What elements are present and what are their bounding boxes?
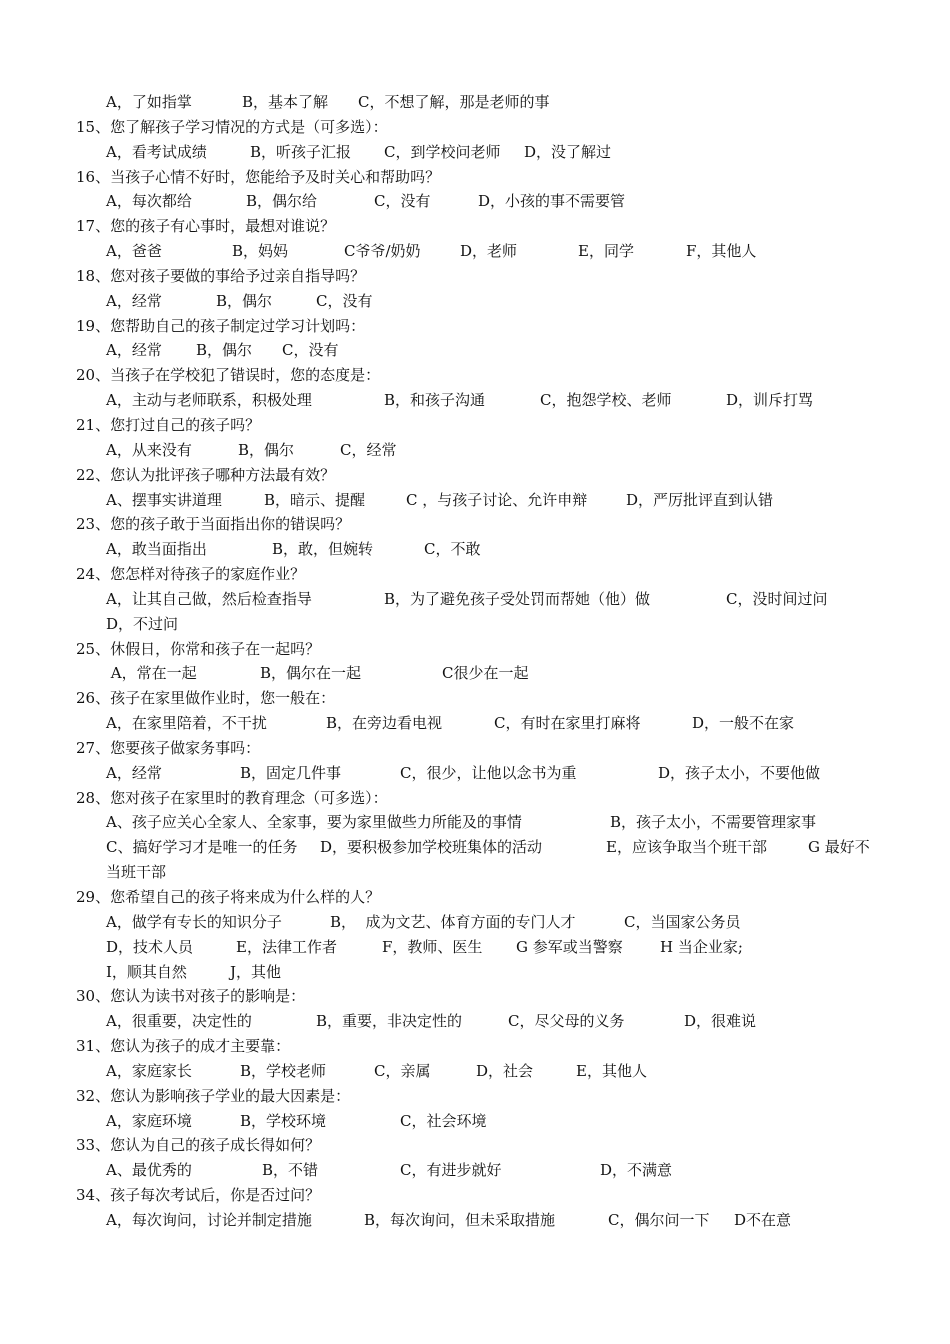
options-row	[0, 910, 950, 935]
option-text: D，要积极参加学校班集体的活动	[320, 838, 543, 857]
options-row	[0, 140, 950, 165]
question-text: 25、休假日，你常和孩子在一起吗？	[76, 639, 321, 658]
option-text: A，主动与老师联系，积极处理	[106, 391, 312, 410]
option-text: D，一般不在家	[692, 714, 795, 733]
option-text: A，经常	[106, 763, 162, 782]
options-row	[0, 189, 950, 214]
option-text: B，偶尔	[216, 291, 273, 310]
options-row	[0, 1208, 950, 1233]
option-text: C很少在一起	[442, 664, 529, 683]
option-text: C，没有	[282, 341, 339, 360]
question-text: 16、当孩子心情不好时，您能给予及时关心和帮助吗？	[76, 167, 441, 186]
options-row	[0, 1158, 950, 1183]
option-text: B，在旁边看电视	[326, 714, 443, 733]
options-row	[0, 661, 950, 686]
option-text: D，小孩的事不需要管	[478, 192, 626, 211]
option-text: D，训斥打骂	[726, 391, 814, 410]
option-text: A，从来没有	[106, 440, 192, 459]
option-text: J，其他	[230, 962, 282, 981]
question-text: 19、您帮助自己的孩子制定过学习计划吗：	[76, 316, 366, 335]
question-text: 18、您对孩子要做的事给予过亲自指导吗？	[76, 266, 366, 285]
option-text: B，听孩子汇报	[250, 142, 352, 161]
option-text: B，基本了解	[242, 93, 329, 111]
option-text: B，偶尔给	[246, 192, 318, 211]
option-text: A，每次都给	[106, 192, 192, 211]
question-text: 20、当孩子在学校犯了错误时，您的态度是：	[76, 366, 381, 385]
option-text: B，妈妈	[232, 242, 289, 261]
option-text: E，同学	[578, 242, 634, 261]
option-text: D，很难说	[684, 1012, 757, 1031]
option-text: D，老师	[460, 242, 518, 261]
options-row	[0, 537, 950, 562]
option-text: B，学校环境	[240, 1111, 327, 1130]
option-text: C，当国家公务员	[624, 912, 741, 931]
question-text: 32、您认为影响孩子学业的最大因素是：	[76, 1086, 351, 1105]
question-text: 29、您希望自己的孩子将来成为什么样的人？	[76, 888, 381, 906]
option-text: A，在家里陪着，不干扰	[106, 714, 267, 733]
question-text: 27、您要孩子做家务事吗：	[76, 738, 261, 757]
question-text: 17、您的孩子有心事时，最想对谁说？	[76, 217, 336, 236]
option-text: C，有进步就好	[400, 1161, 502, 1180]
option-text: D，孩子太小，不要他做	[658, 763, 821, 782]
option-text: B，每次询问，但未采取措施	[364, 1210, 556, 1229]
questionnaire-page	[0, 90, 950, 1233]
option-text: A、最优秀的	[106, 1161, 192, 1180]
option-text: B，孩子太小，不需要管理家事	[610, 813, 817, 832]
option-text: B，偶尔在一起	[260, 664, 362, 683]
option-text: D不在意	[734, 1210, 792, 1229]
option-text: C，没时间过问	[726, 589, 828, 608]
option-text: E，应该争取当个班干部	[606, 838, 767, 857]
question-text: 24、您怎样对待孩子的家庭作业？	[76, 565, 306, 584]
option-text: C，经常	[340, 440, 397, 459]
option-text: I，顺其自然	[106, 962, 187, 981]
option-text: A，常在一起	[106, 664, 197, 683]
question-text: 22、您认为批评孩子哪种方法最有效？	[76, 465, 336, 484]
option-text: C，偶尔问一下	[608, 1210, 710, 1229]
option-text: A、摆事实讲道理	[106, 490, 222, 509]
question-text: 21、您打过自己的孩子吗？	[76, 415, 261, 434]
option-text: B，为了避免孩子受处罚而帮她（他）做	[384, 589, 651, 608]
option-text: B，不错	[262, 1161, 319, 1180]
option-text: A，家庭家长	[106, 1061, 192, 1080]
question-text: 23、您的孩子敢于当面指出你的错误吗？	[76, 515, 351, 534]
option-text: C，不敢	[424, 540, 481, 559]
option-text: D，不满意	[600, 1161, 673, 1180]
question-text: 31、您认为孩子的成才主要靠：	[76, 1037, 291, 1056]
option-text: D，没了解过	[524, 142, 612, 161]
option-text: A，经常	[106, 291, 162, 310]
options-row	[0, 935, 950, 960]
option-text: C爷爷/奶奶	[344, 242, 421, 261]
option-text: A，很重要，决定性的	[106, 1012, 252, 1031]
question-text: 15、您了解孩子学习情况的方式是（可多选）：	[76, 117, 388, 136]
option-text: A，看考试成绩	[106, 142, 207, 161]
option-text: C，有时在家里打麻将	[494, 714, 641, 733]
option-text: D，严厉批评直到认错	[626, 490, 774, 509]
option-text: 当班干部	[106, 863, 167, 882]
option-text: A，每次询问，讨论并制定措施	[106, 1210, 312, 1229]
option-text: F，其他人	[686, 242, 757, 261]
option-text: B，敢，但婉转	[272, 540, 374, 559]
option-text: B，固定几件事	[240, 763, 342, 782]
option-text: A，让其自己做，然后检查指导	[106, 589, 312, 608]
option-text: E，法律工作者	[236, 937, 337, 956]
options-row	[0, 239, 950, 264]
option-text: H 当企业家;	[660, 937, 743, 956]
option-text: A，了如指掌	[106, 93, 192, 111]
options-row	[0, 289, 950, 314]
option-text: C、搞好学习才是唯一的任务	[106, 838, 298, 857]
options-row	[0, 810, 950, 835]
option-text: D，技术人员	[106, 937, 194, 956]
options-row	[0, 1059, 950, 1084]
option-text: A，经常	[106, 341, 162, 360]
option-text: A，家庭环境	[106, 1111, 192, 1130]
option-text: A，爸爸	[106, 242, 162, 261]
options-row	[0, 711, 950, 736]
option-text: B，和孩子沟通	[384, 391, 486, 410]
option-text: A、孩子应关心全家人、全家事，要为家里做些力所能及的事情	[106, 813, 522, 832]
options-row	[0, 835, 950, 860]
option-text: C，不想了解，那是老师的事	[358, 93, 550, 111]
option-text: B，暗示、提醒	[264, 490, 366, 509]
option-text: C，没有	[316, 291, 373, 310]
question-text: 34、孩子每次考试后，你是否过问？	[76, 1186, 321, 1205]
option-text: B，偶尔	[196, 341, 253, 360]
option-text: C，没有	[374, 192, 431, 211]
options-row	[0, 960, 950, 985]
question-text: 26、孩子在家里做作业时，您一般在：	[76, 689, 336, 708]
options-row	[0, 338, 950, 363]
option-text: C ，与孩子讨论、允许申辩	[406, 490, 588, 509]
option-text: B，重要，非决定性的	[316, 1012, 463, 1031]
options-row	[0, 388, 950, 413]
option-text: A，敢当面指出	[106, 540, 207, 559]
question-text: 30、您认为读书对孩子的影响是：	[76, 987, 306, 1006]
option-text: C，亲属	[374, 1061, 431, 1080]
option-text: G 参军或当警察	[516, 937, 623, 956]
option-text: D，不过问	[106, 614, 179, 633]
option-text: C，到学校问老师	[384, 142, 501, 161]
question-text: 28、您对孩子在家里时的教育理念（可多选）：	[76, 788, 388, 807]
option-text: E，其他人	[576, 1061, 647, 1080]
options-row	[0, 90, 950, 115]
options-row	[0, 587, 950, 612]
option-text: F，教师、医生	[382, 937, 483, 956]
option-text: C，很少，让他以念书为重	[400, 763, 577, 782]
option-text: C，抱怨学校、老师	[540, 391, 672, 410]
options-row	[0, 860, 950, 885]
option-text: C，尽父母的义务	[508, 1012, 625, 1031]
option-text: B，偶尔	[238, 440, 295, 459]
options-row	[0, 438, 950, 463]
option-text: D，社会	[476, 1061, 534, 1080]
option-text: C，社会环境	[400, 1111, 487, 1130]
options-row	[0, 612, 950, 637]
options-row	[0, 761, 950, 786]
question-text: 33、您认为自己的孩子成长得如何？	[76, 1136, 321, 1155]
options-row	[0, 1009, 950, 1034]
options-row	[0, 1109, 950, 1134]
option-text: A，做学有专长的知识分子	[106, 912, 282, 931]
option-text: B，学校老师	[240, 1061, 327, 1080]
option-text: B， 成为文艺、体育方面的专门人才	[330, 912, 576, 931]
options-row	[0, 488, 950, 513]
option-text: G 最好不	[808, 838, 870, 857]
